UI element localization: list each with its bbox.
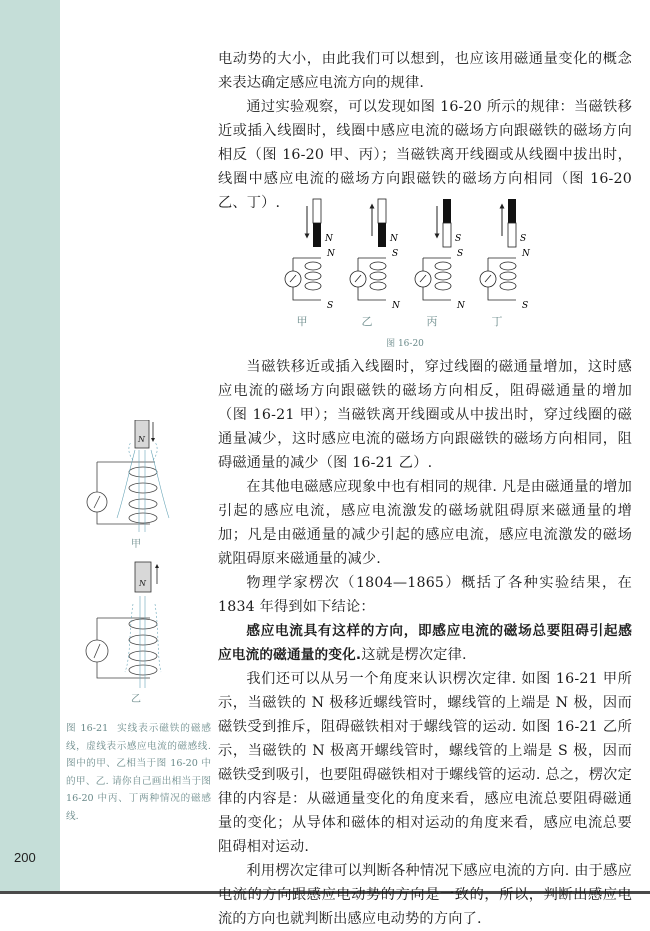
lenz-law-name: 这就是楞次定律. [361,647,467,663]
svg-text:N: N [457,301,465,311]
svg-text:N: N [327,249,335,259]
figure-16-21-yi [65,560,215,710]
paragraph-observation: 通过实验观察，可以发现如图 16-20 所示的规律：当磁铁移近或插入线圈时，线圈中感应电流的磁场方向跟磁铁的磁场方向相反（图 16-20 甲、丙）；当磁铁离开线圈或从线圈中拔出时，线圈中感应电流的磁场方向跟磁铁的磁场方向相同（图 16-20 乙、丁）. [218,99,632,211]
figure-16-21-jia [65,420,215,550]
svg-text:S: S [392,249,399,259]
svg-text:N: N [522,249,530,259]
figure-16-21-label-yi: 乙 [131,694,141,705]
paragraph-application: 利用楞次定律可以判断各种情况下感应电流的方向. 由于感应电流的方向跟感应电动势的方向是一致的，所以，判断出感应电流的方向也就判断出感应电动势的方向了. [218,863,632,927]
paragraph-flux-explanation: 当磁铁移近或插入线圈时，穿过线圈的磁通量增加，这时感应电流的磁场方向跟磁铁的磁场方向相反，阻碍磁通量的增加（图 16-21 甲）；当磁铁离开线圈或从中拔出时，穿过线圈的磁通量减少，这时感应电流的磁场方向跟磁铁的磁场方向相同，阻碍磁通量的减少（图 16-21 乙）. [218,359,632,471]
figure-16-21-jia-diagram [65,420,215,535]
figure-16-21-label-jia: 甲 [131,539,141,550]
svg-text:S: S [522,301,529,311]
svg-text:N: N [390,234,398,244]
page-margin-strip [0,0,60,891]
panel-label-bing: 丙 [426,315,438,328]
paragraph-lenz-history: 物理学家楞次（1804—1865）概括了各种实验结果，在 1834 年得到如下结论： [218,575,632,615]
lenz-law-statement [218,619,632,667]
paragraph-intro: 电动势的大小，由此我们可以想到，也应该用磁通量变化的概念来表达确定感应电流方向的规律. [218,51,632,91]
panel-label-yi: 乙 [361,315,373,328]
figure-16-21-caption-number: 图 16-21 [66,723,109,734]
svg-text:N: N [392,301,400,311]
svg-text:N: N [138,435,145,444]
lenz-law-bold: 感应电流具有这样的方向，即感应电流的磁场总要阻碍引起感应电流的磁通量的变化. [218,623,632,663]
paragraph-general-rule: 在其他电磁感应现象中也有相同的规律. 凡是由磁通量的增加引起的感应电流，感应电流激发的磁场就阻碍原来磁通量的增加；凡是由磁通量的减少引起的感应电流，感应电流激发的磁场就阻碍原来磁通量的减少. [218,479,632,567]
svg-text:N: N [139,579,146,588]
figure-16-21-yi-diagram [65,560,215,690]
svg-text:S: S [327,301,334,311]
figure-16-21-caption [66,720,211,825]
figure-16-20-diagram [265,196,545,316]
svg-text:S: S [455,234,462,244]
panel-label-ding: 丁 [491,315,503,328]
figure-16-21-caption-text: 实线表示磁铁的磁感线，虚线表示感应电流的磁感线. 图中的甲、乙相当于图 16-20 中的甲、乙. 请你自己画出相当于图 16-20 中丙、丁两种情况的磁感线. [66,723,211,822]
panel-label-jia: 甲 [296,315,308,328]
svg-text:S: S [520,234,527,244]
panel-ding [480,199,531,311]
panel-bing [415,199,466,311]
main-text-top [218,47,632,215]
svg-text:N: N [325,234,333,244]
main-text-bottom [218,355,632,931]
panel-jia [285,199,336,311]
figure-16-20 [265,196,545,356]
paragraph-relative-motion: 我们还可以从另一个角度来认识楞次定律. 如图 16-21 甲所示，当磁铁的 N 极移近螺线管时，螺线管的上端是 N 极，因而磁铁受到推斥，阻碍磁铁相对于螺线管的运动. 如图 16-21 乙所示，当磁铁的 N 极离开螺线管时，螺线管的上端是 S 极，因而磁铁受到吸引，也要阻碍磁铁相对于螺线管的运动. 总之，楞次定律的内容是：从磁通量变化的角度来看，感应电流总要阻碍磁通量的变化；从导体和磁体的相对运动的角度来看，感应电流总要阻碍相对运动. [218,671,632,855]
figure-16-20-caption: 图 16-20 [386,339,424,349]
page-number: 200 [14,850,36,865]
svg-text:S: S [457,249,464,259]
panel-yi [350,199,401,311]
